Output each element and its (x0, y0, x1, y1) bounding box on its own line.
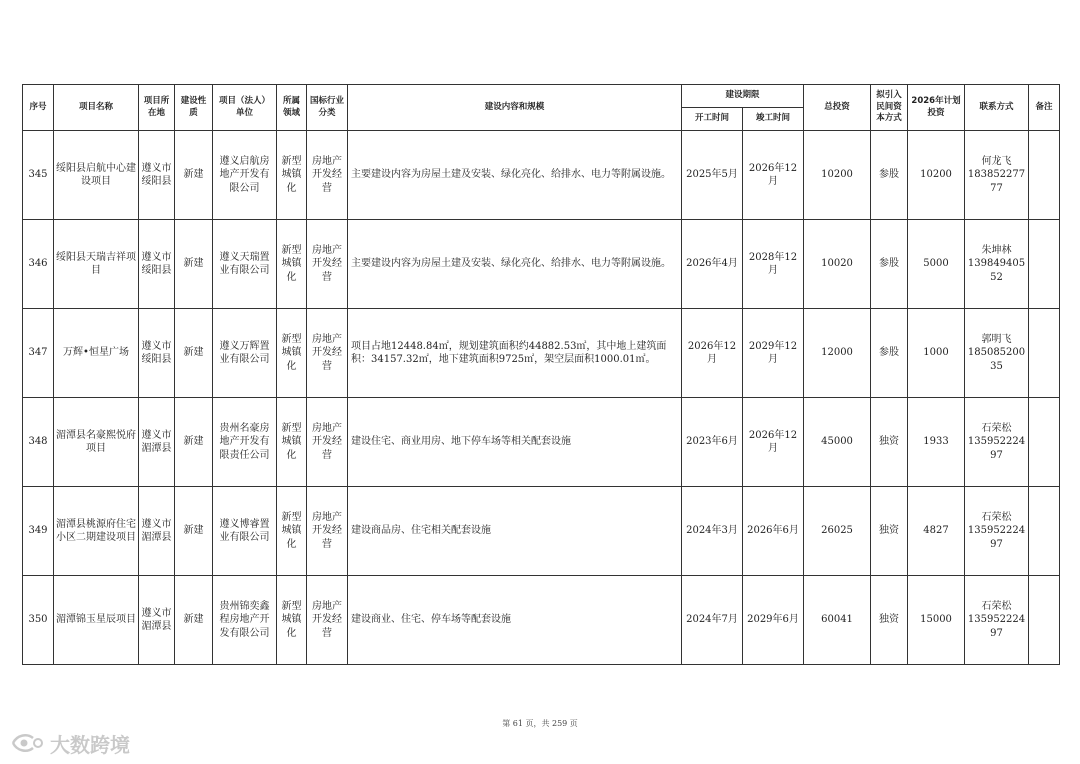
cell-content: 项目占地12448.84㎡，规划建筑面积约44882.53㎡，其中地上建筑面积：34157.32㎡，地下建筑面积9725㎡，架空层面积1000.01㎡。 (348, 309, 682, 398)
project-table (22, 84, 1060, 665)
page-number: 第 61 页，共 259 页 (502, 719, 578, 728)
header-unit: 项目（法人）单位 (213, 85, 277, 131)
header-location: 项目所在地 (139, 85, 175, 131)
cell-end: 2029年12月 (743, 309, 804, 398)
contact-name: 石荣松 (981, 511, 1012, 523)
cell-nature: 新建 (175, 220, 213, 309)
cell-field: 新型城镇化 (277, 220, 307, 309)
header-field: 所属领域 (277, 85, 307, 131)
contact-name: 郭明飞 (981, 333, 1012, 345)
table-row (23, 220, 1060, 309)
header-row (23, 85, 1060, 108)
watermark-text: 大数跨境 (50, 732, 130, 757)
table-row (23, 131, 1060, 220)
cell-investment: 45000 (804, 398, 871, 487)
cell-field: 新型城镇化 (277, 576, 307, 665)
table-row (23, 309, 1060, 398)
cell-contact (965, 487, 1029, 576)
cell-start: 2024年7月 (682, 576, 743, 665)
cell-start: 2026年4月 (682, 220, 743, 309)
cell-contact (965, 131, 1029, 220)
cell-remark (1029, 576, 1060, 665)
cell-remark (1029, 220, 1060, 309)
cell-start: 2025年5月 (682, 131, 743, 220)
cell-remark (1029, 131, 1060, 220)
cell-investment: 26025 (804, 487, 871, 576)
cell-end: 2026年12月 (743, 131, 804, 220)
cell-name: 湄潭锦玉星辰项目 (54, 576, 139, 665)
cell-name: 湄潭县名豪熙悦府项目 (54, 398, 139, 487)
cell-seq: 350 (23, 576, 54, 665)
contact-phone: 18385227777 (967, 169, 1026, 194)
table-row (23, 398, 1060, 487)
cell-end: 2029年6月 (743, 576, 804, 665)
cell-plan-2026: 1933 (908, 398, 965, 487)
cell-location: 遵义市绥阳县 (139, 131, 175, 220)
header-plan-2026: 2026年计划投资 (908, 85, 965, 131)
cell-start: 2023年6月 (682, 398, 743, 487)
cell-content: 主要建设内容为房屋土建及安装、绿化亮化、给排水、电力等附属设施。 (348, 220, 682, 309)
cell-location: 遵义市绥阳县 (139, 220, 175, 309)
cell-seq: 345 (23, 131, 54, 220)
cell-plan-2026: 4827 (908, 487, 965, 576)
cell-start: 2024年3月 (682, 487, 743, 576)
cell-plan-2026: 1000 (908, 309, 965, 398)
cell-private-mode: 参股 (871, 220, 908, 309)
cell-investment: 60041 (804, 576, 871, 665)
cell-nature: 新建 (175, 398, 213, 487)
header-name: 项目名称 (54, 85, 139, 131)
header-nature: 建设性质 (175, 85, 213, 131)
cell-location: 遵义市湄潭县 (139, 398, 175, 487)
cell-contact (965, 398, 1029, 487)
header-contact: 联系方式 (965, 85, 1029, 131)
cell-name: 万辉•恒星广场 (54, 309, 139, 398)
table-row (23, 487, 1060, 576)
contact-name: 朱坤林 (981, 244, 1012, 256)
cell-unit: 遵义博睿置业有限公司 (213, 487, 277, 576)
cell-field: 新型城镇化 (277, 131, 307, 220)
cell-end: 2028年12月 (743, 220, 804, 309)
cell-industry: 房地产开发经营 (307, 309, 348, 398)
cell-nature: 新建 (175, 309, 213, 398)
cell-plan-2026: 10200 (908, 131, 965, 220)
header-seq: 序号 (23, 85, 54, 131)
cell-private-mode: 参股 (871, 309, 908, 398)
cell-contact (965, 576, 1029, 665)
cell-investment: 10200 (804, 131, 871, 220)
cell-name: 绥阳县天瑞吉祥项目 (54, 220, 139, 309)
cell-field: 新型城镇化 (277, 487, 307, 576)
cell-content: 主要建设内容为房屋土建及安装、绿化亮化、给排水、电力等附属设施。 (348, 131, 682, 220)
cell-remark (1029, 309, 1060, 398)
header-start: 开工时间 (682, 108, 743, 131)
cell-end: 2026年12月 (743, 398, 804, 487)
cell-seq: 347 (23, 309, 54, 398)
contact-phone: 13595222497 (967, 614, 1026, 639)
cell-name: 湄潭县桃源府住宅小区二期建设项目 (54, 487, 139, 576)
cell-unit: 贵州锦奕鑫程房地产开发有限公司 (213, 576, 277, 665)
contact-name: 石荣松 (981, 600, 1012, 612)
cell-industry: 房地产开发经营 (307, 487, 348, 576)
cell-content: 建设商业、住宅、停车场等配套设施 (348, 576, 682, 665)
cell-seq: 349 (23, 487, 54, 576)
header-end: 竣工时间 (743, 108, 804, 131)
cell-nature: 新建 (175, 131, 213, 220)
header-investment: 总投资 (804, 85, 871, 131)
cell-private-mode: 独资 (871, 576, 908, 665)
cell-field: 新型城镇化 (277, 309, 307, 398)
cell-seq: 346 (23, 220, 54, 309)
cell-contact (965, 309, 1029, 398)
cell-nature: 新建 (175, 487, 213, 576)
header-content: 建设内容和规模 (348, 85, 682, 131)
cell-end: 2026年6月 (743, 487, 804, 576)
header-period: 建设期限 (682, 85, 804, 108)
cell-private-mode: 独资 (871, 487, 908, 576)
cell-content: 建设住宅、商业用房、地下停车场等相关配套设施 (348, 398, 682, 487)
cell-industry: 房地产开发经营 (307, 398, 348, 487)
cell-industry: 房地产开发经营 (307, 576, 348, 665)
cell-investment: 10020 (804, 220, 871, 309)
contact-phone: 18508520035 (967, 347, 1026, 372)
header-private-mode: 拟引入民间资本方式 (871, 85, 908, 131)
contact-name: 石荣松 (981, 422, 1012, 434)
contact-phone: 13595222497 (967, 436, 1026, 461)
header-remark: 备注 (1029, 85, 1060, 131)
contact-name: 何龙飞 (981, 155, 1012, 167)
cell-industry: 房地产开发经营 (307, 131, 348, 220)
cell-seq: 348 (23, 398, 54, 487)
cell-location: 遵义市湄潭县 (139, 487, 175, 576)
cell-investment: 12000 (804, 309, 871, 398)
cell-industry: 房地产开发经营 (307, 220, 348, 309)
cell-unit: 遵义启航房地产开发有限公司 (213, 131, 277, 220)
cell-name: 绥阳县启航中心建设项目 (54, 131, 139, 220)
cell-location: 遵义市湄潭县 (139, 576, 175, 665)
contact-phone: 13984940552 (967, 258, 1026, 283)
cell-plan-2026: 15000 (908, 576, 965, 665)
eye-logo-icon (10, 732, 44, 754)
cell-unit: 遵义天瑞置业有限公司 (213, 220, 277, 309)
cell-private-mode: 参股 (871, 131, 908, 220)
cell-start: 2026年12月 (682, 309, 743, 398)
watermark (10, 730, 130, 756)
header-industry: 国标行业分类 (307, 85, 348, 131)
contact-phone: 13595222497 (967, 525, 1026, 550)
cell-remark (1029, 487, 1060, 576)
cell-plan-2026: 5000 (908, 220, 965, 309)
table-row (23, 576, 1060, 665)
cell-unit: 遵义万辉置业有限公司 (213, 309, 277, 398)
cell-remark (1029, 398, 1060, 487)
cell-private-mode: 独资 (871, 398, 908, 487)
cell-location: 遵义市绥阳县 (139, 309, 175, 398)
cell-field: 新型城镇化 (277, 398, 307, 487)
cell-content: 建设商品房、住宅相关配套设施 (348, 487, 682, 576)
cell-unit: 贵州名豪房地产开发有限责任公司 (213, 398, 277, 487)
cell-nature: 新建 (175, 576, 213, 665)
cell-contact (965, 220, 1029, 309)
